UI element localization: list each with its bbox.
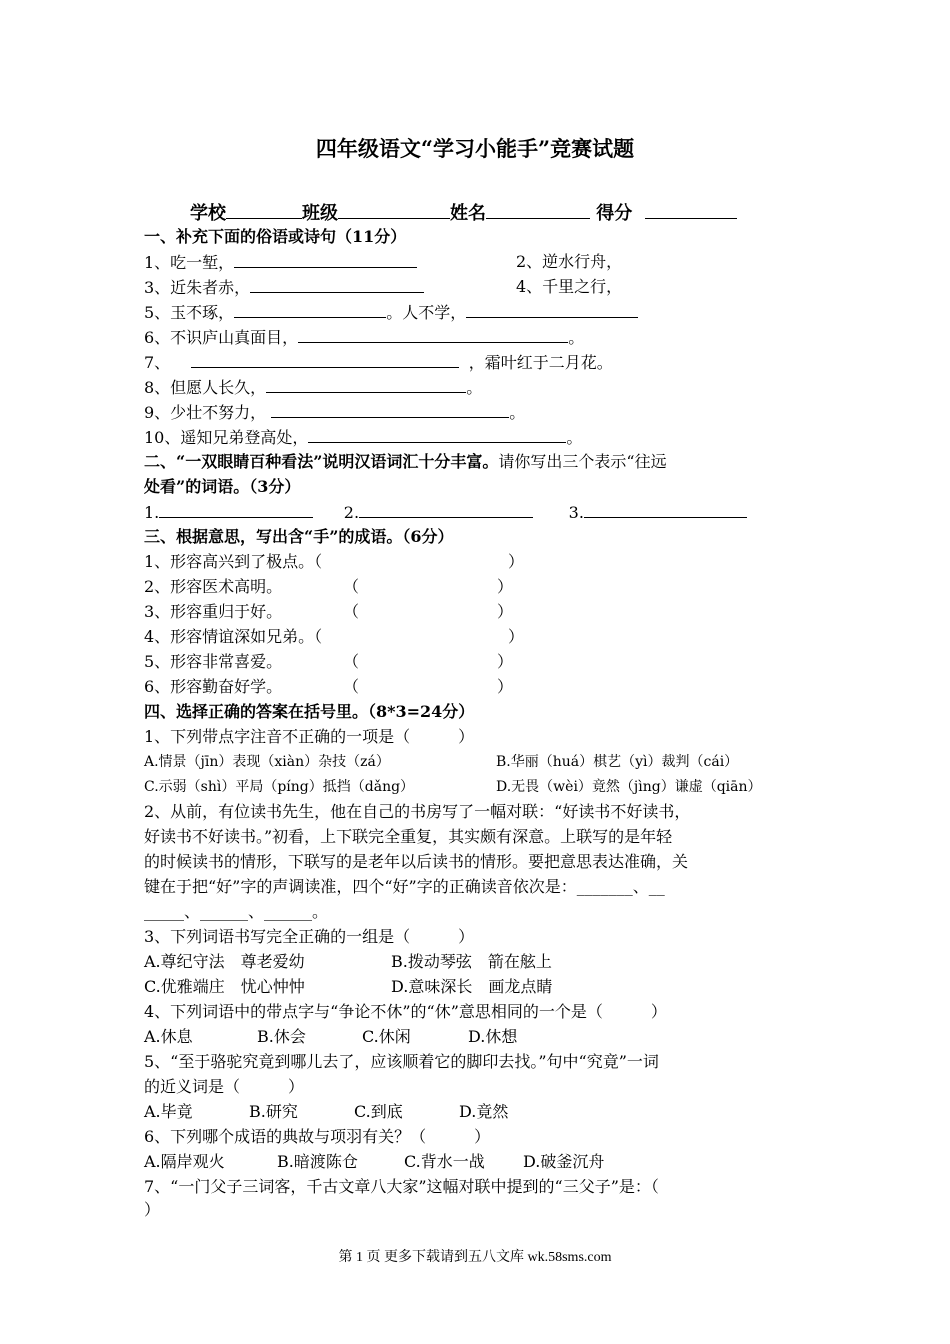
s3-item-3-text: 3、形容重归于好。 [144, 602, 283, 621]
s3-item-5-close: ） [497, 652, 514, 671]
s1-q10-text: 10、遥知兄弟登高处， [144, 428, 309, 447]
page-footer: 第 1 页 更多下载请到五八文库 wk.58sms.com [338, 1250, 612, 1265]
s1-q1-blank[interactable] [234, 252, 417, 268]
class-field[interactable] [338, 201, 450, 219]
s3-item-6-text: 6、形容勤奋好学。 [144, 677, 283, 696]
s2-answer-3-label: 3. [568, 503, 584, 522]
s4-q1: 1、下列带点字注音不正确的一项是（ ） [144, 727, 475, 746]
s4-q1-option-b: B.华丽（huá）棋艺（yì）裁判（cái） [496, 754, 739, 770]
s4-q3-option-d: D.意味深长 画龙点睛 [391, 977, 553, 996]
s1-q9 [144, 402, 525, 423]
section-2-line-2: 处看”的词语。（3分） [144, 477, 301, 496]
s1-q1 [144, 252, 417, 273]
s3-item-1-text: 1、形容高兴到了极点。（ [144, 552, 323, 571]
s4-q3: 3、下列词语书写完全正确的一组是（ ） [144, 927, 475, 946]
s4-q2-line-2: 好读书不好读书。”初看，上下联完全重复，其实颇有深意。上联写的是年轻 [144, 827, 673, 846]
school-label: 学校 [190, 203, 226, 224]
s1-q7-text-b: ，霜叶红于二月花。 [468, 353, 613, 372]
s4-q6-option-d: D.破釜沉舟 [523, 1152, 605, 1171]
s4-q1-option-c: C.示弱（shì）平局（píng）抵挡（dǎng） [144, 779, 415, 795]
s4-q5-line-1: 5、“至于骆驼究竟到哪儿去了，应该顺着它的脚印去找。”句中“究竟”一词 [144, 1052, 659, 1071]
s1-q3-blank[interactable] [250, 277, 424, 293]
s4-q3-option-c: C.优雅端庄 忧心忡忡 [144, 977, 305, 996]
s3-item-3-close: ） [497, 602, 514, 621]
school-field[interactable] [226, 201, 302, 219]
s1-q9-text: 9、少壮不努力， [144, 403, 267, 422]
section-2-heading-line [144, 452, 667, 472]
s1-q10-end: 。 [566, 428, 583, 447]
s4-q6-option-a: A.隔岸观火 [144, 1152, 225, 1171]
s3-item-2-open: （ [343, 577, 360, 596]
s4-q2-line-5: _____、______、______。 [144, 902, 329, 921]
section-1-heading: 一、补充下面的俗语或诗句（11分） [144, 227, 407, 246]
s1-q6 [144, 327, 584, 348]
section-3-heading: 三、根据意思，写出含“手”的成语。（6分） [144, 527, 454, 546]
s4-q6: 6、下列哪个成语的典故与项羽有关？（ ） [144, 1127, 491, 1146]
s1-q7-text-a: 7、 [144, 353, 171, 372]
section-2-heading: 二、“一双眼睛百种看法”说明汉语词汇十分丰富。 [144, 452, 499, 471]
name-field[interactable] [486, 201, 590, 219]
s1-q9-end: 。 [509, 403, 526, 422]
s3-item-6-close: ） [497, 677, 514, 696]
s4-q3-option-b: B.拨动琴弦 箭在舷上 [391, 952, 552, 971]
s4-q6-option-c: C.背水一战 [404, 1152, 485, 1171]
s3-item-1-close: ） [508, 552, 525, 571]
s4-q2-line-1: 2、从前，有位读书先生，他在自己的书房写了一幅对联：“好读书不好读书， [144, 802, 691, 821]
s3-item-4-text: 4、形容情谊深如兄弟。（ [144, 627, 323, 646]
s1-q2-text: 2、逆水行舟， [516, 252, 623, 271]
s4-q5-option-a: A.毕竟 [144, 1102, 193, 1121]
s4-q5-line-2: 的近义词是（ ） [144, 1077, 305, 1096]
s1-q8-blank[interactable] [266, 377, 466, 393]
s4-q2-line-3: 的时候读书的情形，下联写的是老年以后读书的情形。要把意思表达准确，关 [144, 852, 689, 871]
s4-q4-option-c: C.休闲 [362, 1027, 411, 1046]
section-2-instruction: 请你写出三个表示“往远 [498, 452, 667, 471]
s4-q4: 4、下列词语中的带点字与“争论不休”的“休”意思相同的一个是（ ） [144, 1002, 667, 1021]
class-label: 班级 [302, 203, 338, 224]
s2-answer-3-blank[interactable] [584, 502, 747, 518]
s3-item-5-open: （ [343, 652, 360, 671]
s4-q7-line-2: ） [144, 1200, 161, 1219]
s4-q1-option-a: A.情景（jīn）表现（xiàn）杂技（zá） [144, 754, 390, 770]
s1-q8-end: 。 [466, 378, 483, 397]
s1-q5-text-a: 5、玉不琢， [144, 303, 235, 322]
section-4-heading: 四、选择正确的答案在括号里。（8*3=24分） [144, 702, 475, 721]
s2-answer-2-blank[interactable] [359, 502, 533, 518]
s4-q5-option-d: D.竟然 [459, 1102, 509, 1121]
s4-q7-line-1: 7、“一门父子三词客，千古文章八大家”这幅对联中提到的“三父子”是：（ [144, 1177, 659, 1196]
s4-q5-option-c: C.到底 [354, 1102, 403, 1121]
exam-title: 四年级语文“学习小能手”竞赛试题 [315, 136, 635, 161]
s4-q4-option-d: D.休想 [468, 1027, 518, 1046]
s3-item-5 [144, 652, 282, 672]
s3-item-4-close: ） [508, 627, 525, 646]
s3-item-2-close: ） [497, 577, 514, 596]
s4-q1-option-d: D.无畏（wèi）竟然（jìng）谦虚（qiān） [496, 779, 762, 795]
score-label: 得分 [596, 203, 633, 224]
s1-q2 [516, 252, 622, 272]
s2-answer-1-blank[interactable] [159, 502, 313, 518]
s3-item-5-text: 5、形容非常喜爱。 [144, 652, 283, 671]
s4-q5-option-b: B.研究 [249, 1102, 298, 1121]
s4-q4-option-b: B.休会 [257, 1027, 306, 1046]
student-info-line [190, 201, 737, 226]
s1-q7 [144, 352, 613, 373]
s1-q4-text: 4、千里之行， [516, 277, 623, 296]
s1-q5-blank-2[interactable] [466, 302, 638, 318]
s3-item-6 [144, 677, 282, 697]
s1-q9-blank[interactable] [271, 402, 509, 418]
s4-q2-line-4: 键在于把“好”字的声调读准，四个“好”字的正确读音依次是：_______、__ [144, 877, 665, 896]
s1-q10-blank[interactable] [308, 427, 566, 443]
s4-q3-option-a: A.尊纪守法 尊老爱幼 [144, 952, 305, 971]
s3-item-2-text: 2、形容医术高明。 [144, 577, 283, 596]
s1-q3-text: 3、近朱者赤， [144, 278, 251, 297]
s3-item-2 [144, 577, 282, 597]
s1-q1-text: 1、吃一堑， [144, 253, 235, 272]
name-label: 姓名 [450, 203, 486, 224]
s2-answers [144, 502, 747, 523]
s3-item-1 [144, 552, 322, 572]
s1-q3 [144, 277, 424, 298]
s1-q10 [144, 427, 582, 448]
s1-q8 [144, 377, 482, 398]
s2-answer-2-label: 2. [343, 503, 360, 522]
s1-q4 [516, 277, 622, 297]
s2-answer-1-label: 1. [144, 503, 160, 522]
s3-item-3 [144, 602, 282, 622]
s1-q5-blank-1[interactable] [234, 302, 386, 318]
s1-q6-text: 6、不识庐山真面目， [144, 328, 299, 347]
s1-q6-blank[interactable] [298, 327, 568, 343]
s1-q6-end: 。 [568, 328, 585, 347]
s1-q5-text-b: 。人不学， [386, 303, 467, 322]
s3-item-4 [144, 627, 322, 647]
s1-q8-text: 8、但愿人长久， [144, 378, 267, 397]
s1-q5 [144, 302, 638, 323]
s4-q4-option-a: A.休息 [144, 1027, 193, 1046]
score-field[interactable] [645, 201, 737, 219]
s1-q7-blank[interactable] [191, 352, 459, 368]
s3-item-6-open: （ [343, 677, 360, 696]
s4-q6-option-b: B.暗渡陈仓 [277, 1152, 358, 1171]
s3-item-3-open: （ [343, 602, 360, 621]
